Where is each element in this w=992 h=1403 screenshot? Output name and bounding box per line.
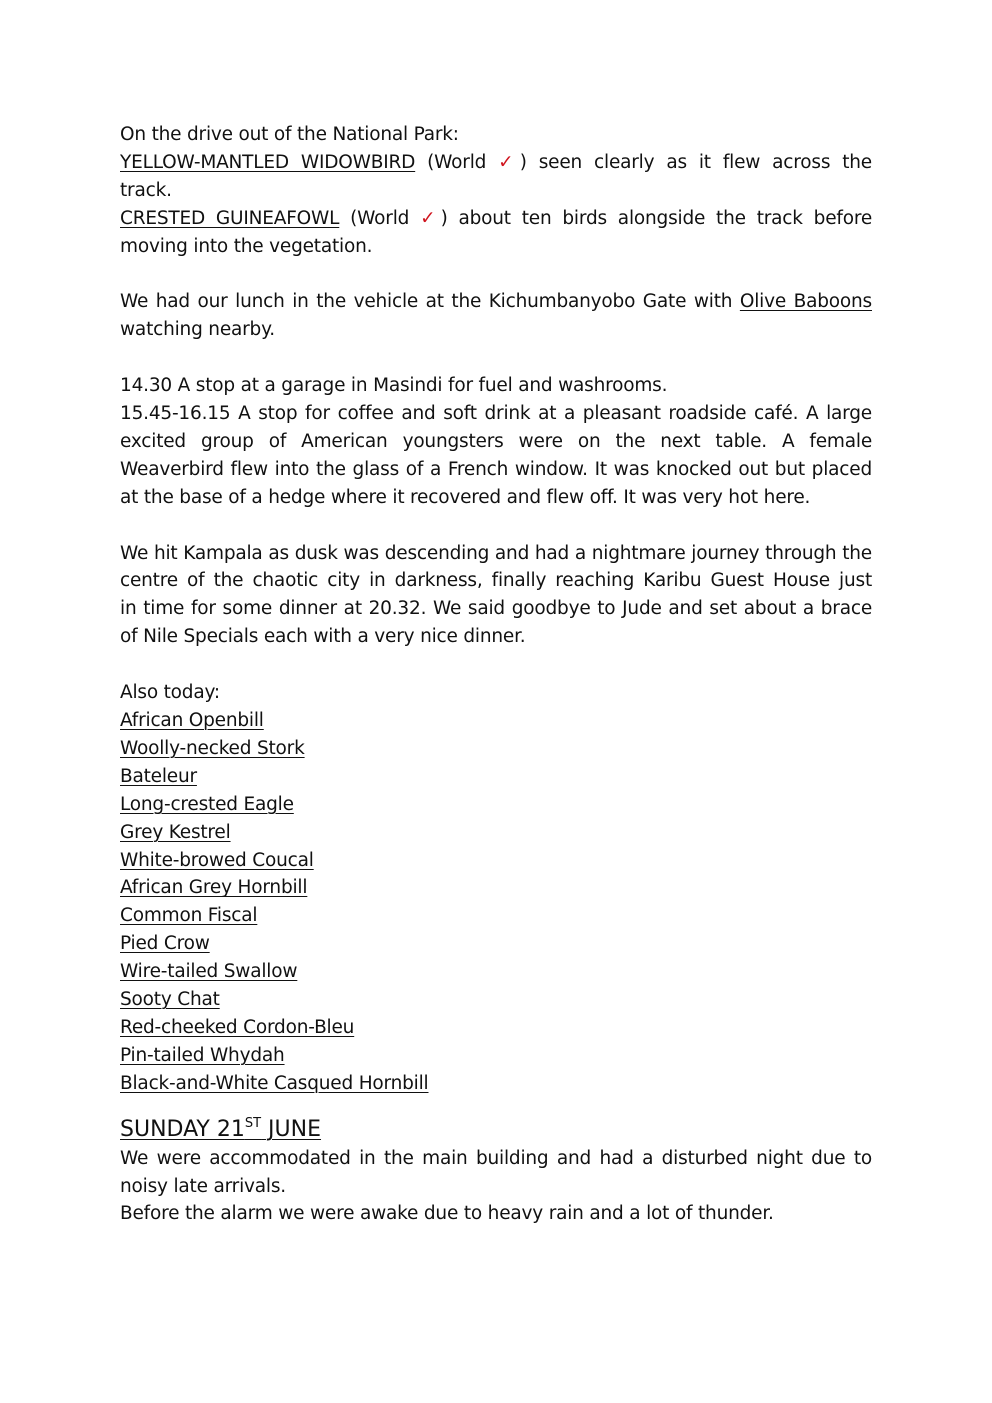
guineafowl-line1	[120, 205, 872, 233]
stops-line1: 14.30 A stop at a garage in Masindi for fuel and washrooms.	[120, 375, 668, 397]
heading-month: JUNE	[261, 1116, 322, 1142]
list-item: Bateleur	[120, 765, 197, 787]
sunday-line1: We were accommodated in the main building and had a disturbed night due to	[120, 1147, 872, 1169]
list-item: Pied Crow	[120, 933, 210, 955]
species-olive-baboons: Olive Baboons	[739, 291, 872, 313]
tick-icon: ✓	[498, 151, 520, 173]
sunday-line2: noisy late arrivals.	[120, 1175, 286, 1197]
widowbird-world: (World	[427, 151, 499, 173]
stops-line5: at the base of a hedge where it recovered and flew off. It was very hot here.	[120, 486, 811, 508]
list-item: Red-cheeked Cordon-Bleu	[120, 1016, 355, 1038]
kampala-line2: centre of the chaotic city in darkness, finally reaching Karibu Guest House just	[120, 570, 872, 592]
species-widowbird: YELLOW-MANTLED WIDOWBIRD	[120, 151, 416, 173]
stops-line2: 15.45-16.15 A stop for coffee and soft drink at a pleasant roadside café. A large	[120, 403, 872, 425]
list-item: Pin-tailed Whydah	[120, 1044, 285, 1066]
kampala-line4: of Nile Specials each with a very nice dinner.	[120, 626, 526, 648]
stops-line3: excited group of American youngsters were on the next table. A female	[120, 430, 872, 452]
tick-icon: ✓	[420, 207, 441, 229]
stops-line4: Weaverbird flew into the glass of a French window. It was knocked out but placed	[120, 458, 872, 480]
heading-date: SUNDAY 21	[120, 1116, 245, 1142]
species-guineafowl: CRESTED GUINEAFOWL	[120, 207, 340, 229]
spacer	[120, 344, 872, 372]
lunch-line2: watching nearby.	[120, 319, 275, 341]
list-item: White-browed Coucal	[120, 849, 314, 871]
kampala-line1: We hit Kampala as dusk was descending and had a nightmare journey through the	[120, 542, 872, 564]
heading-ordinal: ST	[244, 1115, 262, 1131]
list-item: Wire-tailed Swallow	[120, 961, 298, 983]
guineafowl-world: (World	[350, 207, 421, 229]
list-item: Grey Kestrel	[120, 821, 231, 843]
species-list	[120, 707, 872, 1098]
list-item: Common Fiscal	[120, 905, 258, 927]
list-item: African Grey Hornbill	[120, 877, 308, 899]
list-item: Sooty Chat	[120, 989, 220, 1011]
list-item: African Openbill	[120, 709, 264, 731]
spacer	[120, 512, 872, 540]
guineafowl-line2: moving into the vegetation.	[120, 235, 373, 257]
list-item: Long-crested Eagle	[120, 793, 294, 815]
widowbird-line1	[120, 149, 872, 177]
guineafowl-rest: ) about ten birds alongside the track before	[440, 207, 873, 229]
also-today-label: Also today:	[120, 682, 220, 704]
spacer	[120, 261, 872, 289]
spacer	[120, 651, 872, 679]
list-item: Woolly-necked Stork	[120, 737, 305, 759]
lunch-text: We had our lunch in the vehicle at the Kichumbanyobo Gate with	[120, 291, 733, 313]
lunch-line1	[120, 288, 872, 316]
kampala-line3: in time for some dinner at 20.32. We said goodbye to Jude and set about a brace	[120, 598, 872, 620]
heading-text	[120, 1117, 321, 1142]
section-heading	[120, 1115, 872, 1145]
widowbird-entry	[120, 149, 872, 205]
list-item: Black-and-White Casqued Hornbill	[120, 1072, 429, 1094]
drive-line: On the drive out of the National Park:	[120, 124, 459, 145]
widowbird-rest: ) seen clearly as it flew across the	[519, 151, 872, 173]
document-page	[120, 121, 872, 1228]
guineafowl-entry	[120, 205, 872, 261]
sunday-line3: Before the alarm we were awake due to heavy rain and a lot of thunder.	[120, 1203, 774, 1225]
widowbird-line2: track.	[120, 179, 172, 201]
